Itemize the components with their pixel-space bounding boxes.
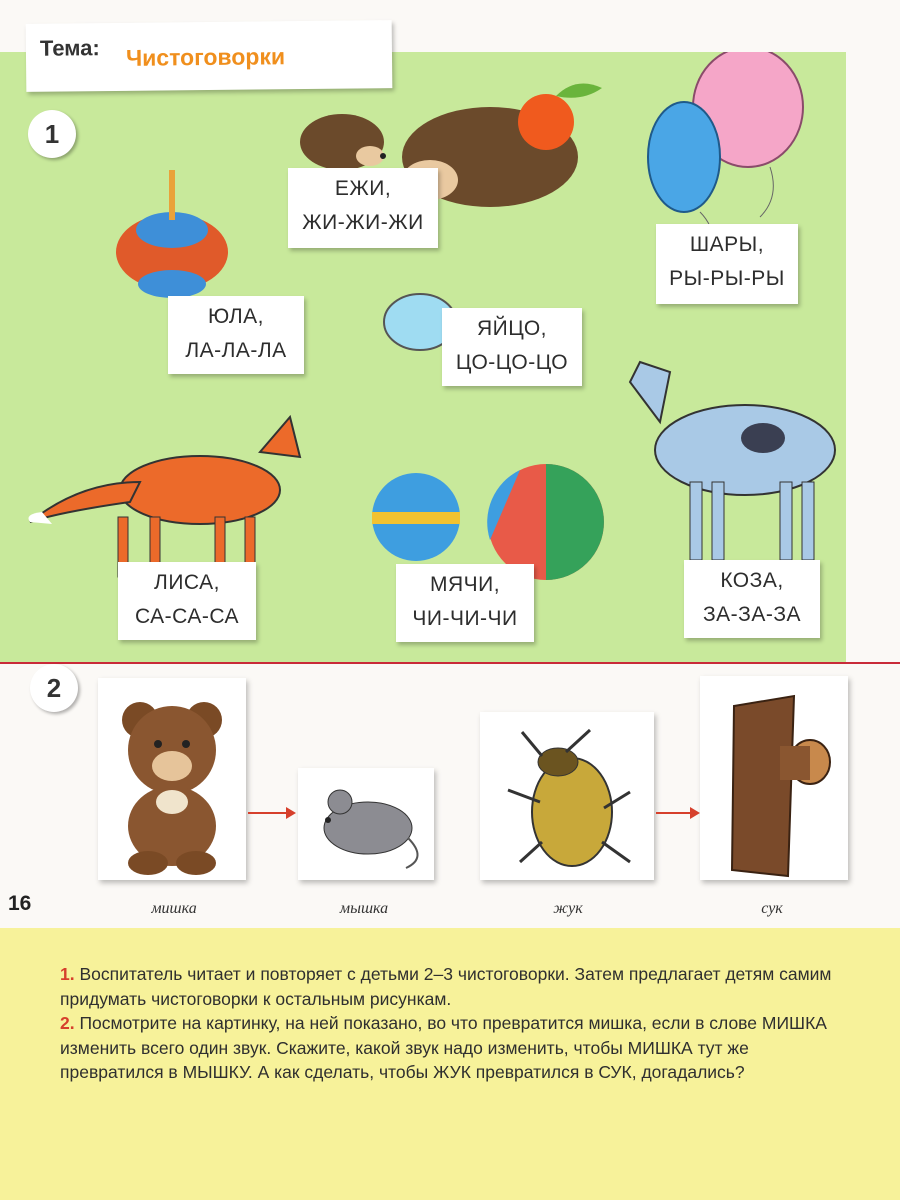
fox-icon (29, 417, 301, 577)
word-suk: сук (761, 900, 783, 917)
exercise-2-number: 2 (30, 664, 78, 712)
page-number: 16 (8, 892, 32, 915)
card-balloons (656, 224, 798, 304)
card-balloons-line1: ШАРЫ, (689, 233, 765, 256)
arrow-head-2 (690, 807, 700, 819)
theme-title: Чистоговорки (125, 43, 286, 71)
card-spinning-top (168, 296, 304, 374)
word-zhuk: жук (553, 900, 583, 917)
instruction-1-text: Воспитатель читает и повторяет с детьми 2–3 чистоговорки. Затем предлагает детям самим придумать чистоговорки к остальным рисункам. (60, 964, 832, 1009)
card-balls-line1: МЯЧИ, (429, 573, 501, 596)
exercise-1-number: 1 (28, 110, 76, 158)
card-balloons-line2: РЫ-РЫ-РЫ (669, 267, 785, 290)
card-spinning-top-line1: ЮЛА, (208, 305, 264, 328)
spinning-top-icon (116, 170, 228, 298)
instruction-2-number: 2. (60, 1013, 75, 1033)
card-hedgehogs (288, 168, 438, 248)
small-hedgehog-icon (300, 114, 386, 170)
word-myshka: мышка (339, 900, 389, 917)
card-balls-line2: ЧИ-ЧИ-ЧИ (412, 607, 518, 630)
bear-card (98, 678, 246, 880)
card-egg-line2: ЦО-ЦО-ЦО (455, 351, 569, 374)
card-hedgehogs-line2: ЖИ-ЖИ-ЖИ (302, 211, 424, 234)
beetle-card (480, 712, 654, 880)
instruction-2-text: Посмотрите на картинку, на ней показано, во что превратится мишка, если в слове МИШКА изменить всего один звук. Скажите, какой звук надо изменить, чтобы МИШКА тут же превратился в МЫШКУ. А как сделать, чтобы ЖУК превратился в СУК, догадались? (60, 1013, 827, 1082)
instruction-1-number: 1. (60, 964, 75, 984)
word-mishka: мишка (151, 900, 197, 917)
instruction-2 (60, 1011, 850, 1085)
bear-icon (98, 678, 246, 880)
card-fox (118, 562, 256, 640)
card-egg (442, 308, 582, 386)
card-hedgehogs-line1: ЕЖИ, (334, 177, 392, 200)
theme-label: Тема: (39, 35, 100, 61)
branch-card (700, 676, 848, 880)
mouse-icon (298, 768, 434, 880)
balls-icon (372, 464, 604, 580)
beetle-icon (480, 712, 654, 880)
card-goat (684, 560, 820, 638)
arrow-head-1 (286, 807, 296, 819)
card-balls (396, 564, 534, 642)
instruction-1 (60, 962, 850, 1011)
mouse-card (298, 768, 434, 880)
goat-icon (630, 362, 835, 560)
card-goat-line1: КОЗА, (720, 569, 784, 592)
card-fox-line2: СА-СА-СА (134, 605, 240, 628)
card-fox-line1: ЛИСА, (154, 571, 220, 594)
card-spinning-top-line2: ЛА-ЛА-ЛА (185, 339, 287, 362)
instructions-panel (0, 928, 900, 1200)
instructions-text (60, 962, 850, 1085)
card-goat-line2: ЗА-ЗА-ЗА (702, 603, 802, 626)
branch-icon (700, 676, 848, 880)
card-egg-line1: ЯЙЦО, (476, 317, 547, 340)
